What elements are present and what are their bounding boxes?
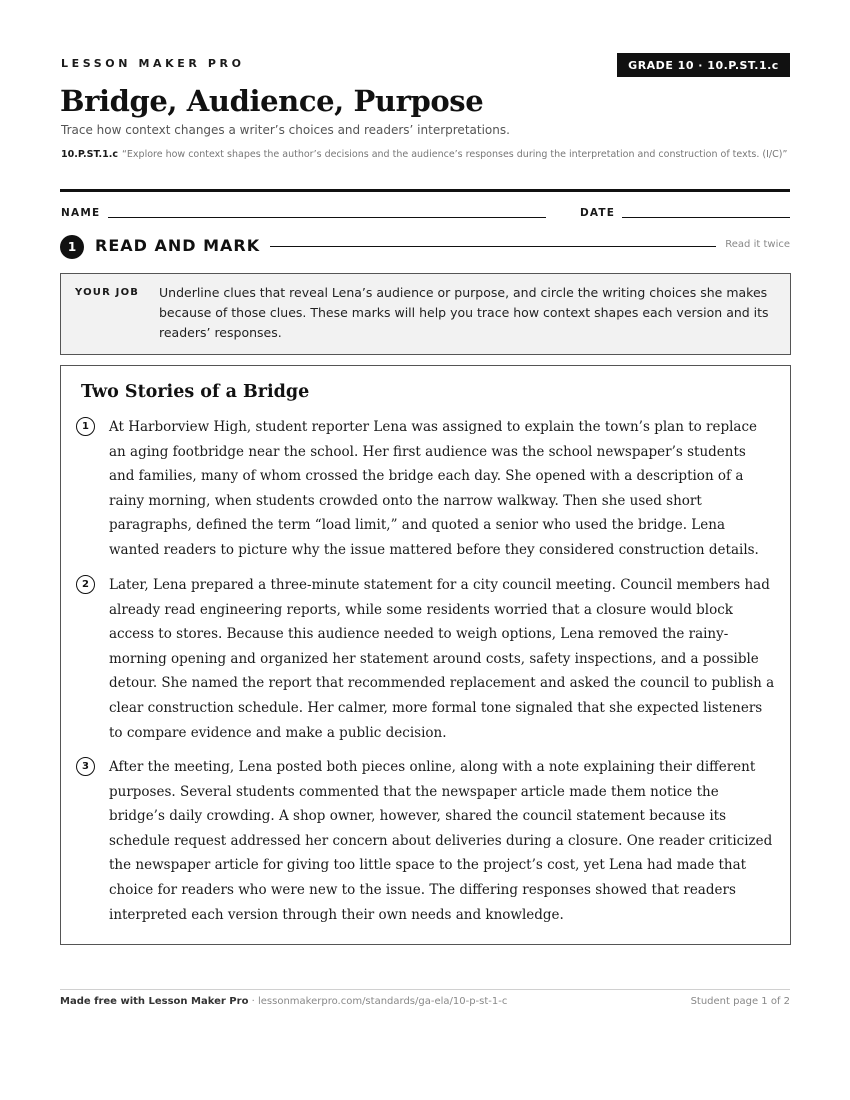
paragraph-number-1: 1 bbox=[76, 417, 95, 436]
paragraph-3: After the meeting, Lena posted both pieces online, along with a note explaining their different purposes. Several students commented that the newspaper article made them notice the bridge’s daily crowding. A shop owner, however, shared the council statement because its schedule request addressed her concern about deliveries during a closure. One reader criticized the newspaper article for giving too little space to the project’s cost, yet Lena had made that choice for readers who were new to the issue. The differing responses showed that readers interpreted each version through their own needs and knowledge. bbox=[109, 759, 773, 923]
header-divider bbox=[60, 189, 790, 192]
section-note: Read it twice bbox=[725, 239, 790, 250]
paragraph-number-2: 2 bbox=[76, 575, 95, 594]
name-label: NAME bbox=[61, 207, 101, 219]
job-label: YOUR JOB bbox=[75, 287, 140, 298]
standard-statement bbox=[61, 148, 790, 162]
footer-credit bbox=[60, 996, 507, 1007]
standard-code: 10.P.ST.1.c bbox=[61, 149, 118, 160]
story-box bbox=[60, 365, 791, 945]
story-title: Two Stories of a Bridge bbox=[81, 382, 310, 402]
footer-url[interactable]: · lessonmakerpro.com/standards/ga-ela/10-p-st-1-c bbox=[248, 996, 508, 1007]
section-divider bbox=[270, 246, 716, 247]
footer-page-number: Student page 1 of 2 bbox=[690, 996, 790, 1007]
section-number-badge: 1 bbox=[60, 235, 84, 259]
footer-made-with: Made free with Lesson Maker Pro bbox=[60, 996, 249, 1007]
page-subtitle: Trace how context changes a writer’s choices and readers’ interpretations. bbox=[61, 123, 510, 137]
standard-text: “Explore how context shapes the author’s decisions and the audience’s responses during the interpretation and construction of texts. (I/C)” bbox=[122, 149, 788, 160]
date-label: DATE bbox=[580, 207, 616, 219]
brand-name: LESSON MAKER PRO bbox=[61, 57, 245, 70]
footer-divider bbox=[60, 989, 790, 990]
job-text: Underline clues that reveal Lena’s audience or purpose, and circle the writing choices she makes because of those clues. These marks will help you trace how context shapes each version and its readers’ responses. bbox=[159, 285, 769, 340]
date-field-line[interactable] bbox=[622, 217, 790, 218]
paragraph-number-3: 3 bbox=[76, 757, 95, 776]
job-instructions-box bbox=[60, 273, 791, 355]
page-title: Bridge, Audience, Purpose bbox=[60, 84, 484, 118]
section-title: READ AND MARK bbox=[95, 236, 261, 255]
name-field-line[interactable] bbox=[108, 217, 546, 218]
paragraph-2: Later, Lena prepared a three-minute statement for a city council meeting. Council members had already read engineering reports, while some residents worried that a closure would block access to stores. Because this audience needed to weigh options, Lena removed the rainy-morning opening and organized her statement around costs, safety inspections, and a possible detour. She named the report that recommended replacement and asked the council to publish a clear construction schedule. Her calmer, more formal tone signaled that she expected listeners to compare evidence and make a public decision. bbox=[109, 577, 775, 741]
grade-badge: GRADE 10 · 10.P.ST.1.c bbox=[617, 53, 790, 77]
paragraph-1: At Harborview High, student reporter Lena was assigned to explain the town’s plan to replace an aging footbridge near the school. Her first audience was the school newspaper’s students and families, many of whom crossed the bridge each day. She opened with a description of a rainy morning, when students crowded onto the narrow walkway. Then she used short paragraphs, defined the term “load limit,” and quoted a senior who used the bridge. Lena wanted readers to picture why the issue mattered before they considered construction details. bbox=[109, 419, 759, 558]
